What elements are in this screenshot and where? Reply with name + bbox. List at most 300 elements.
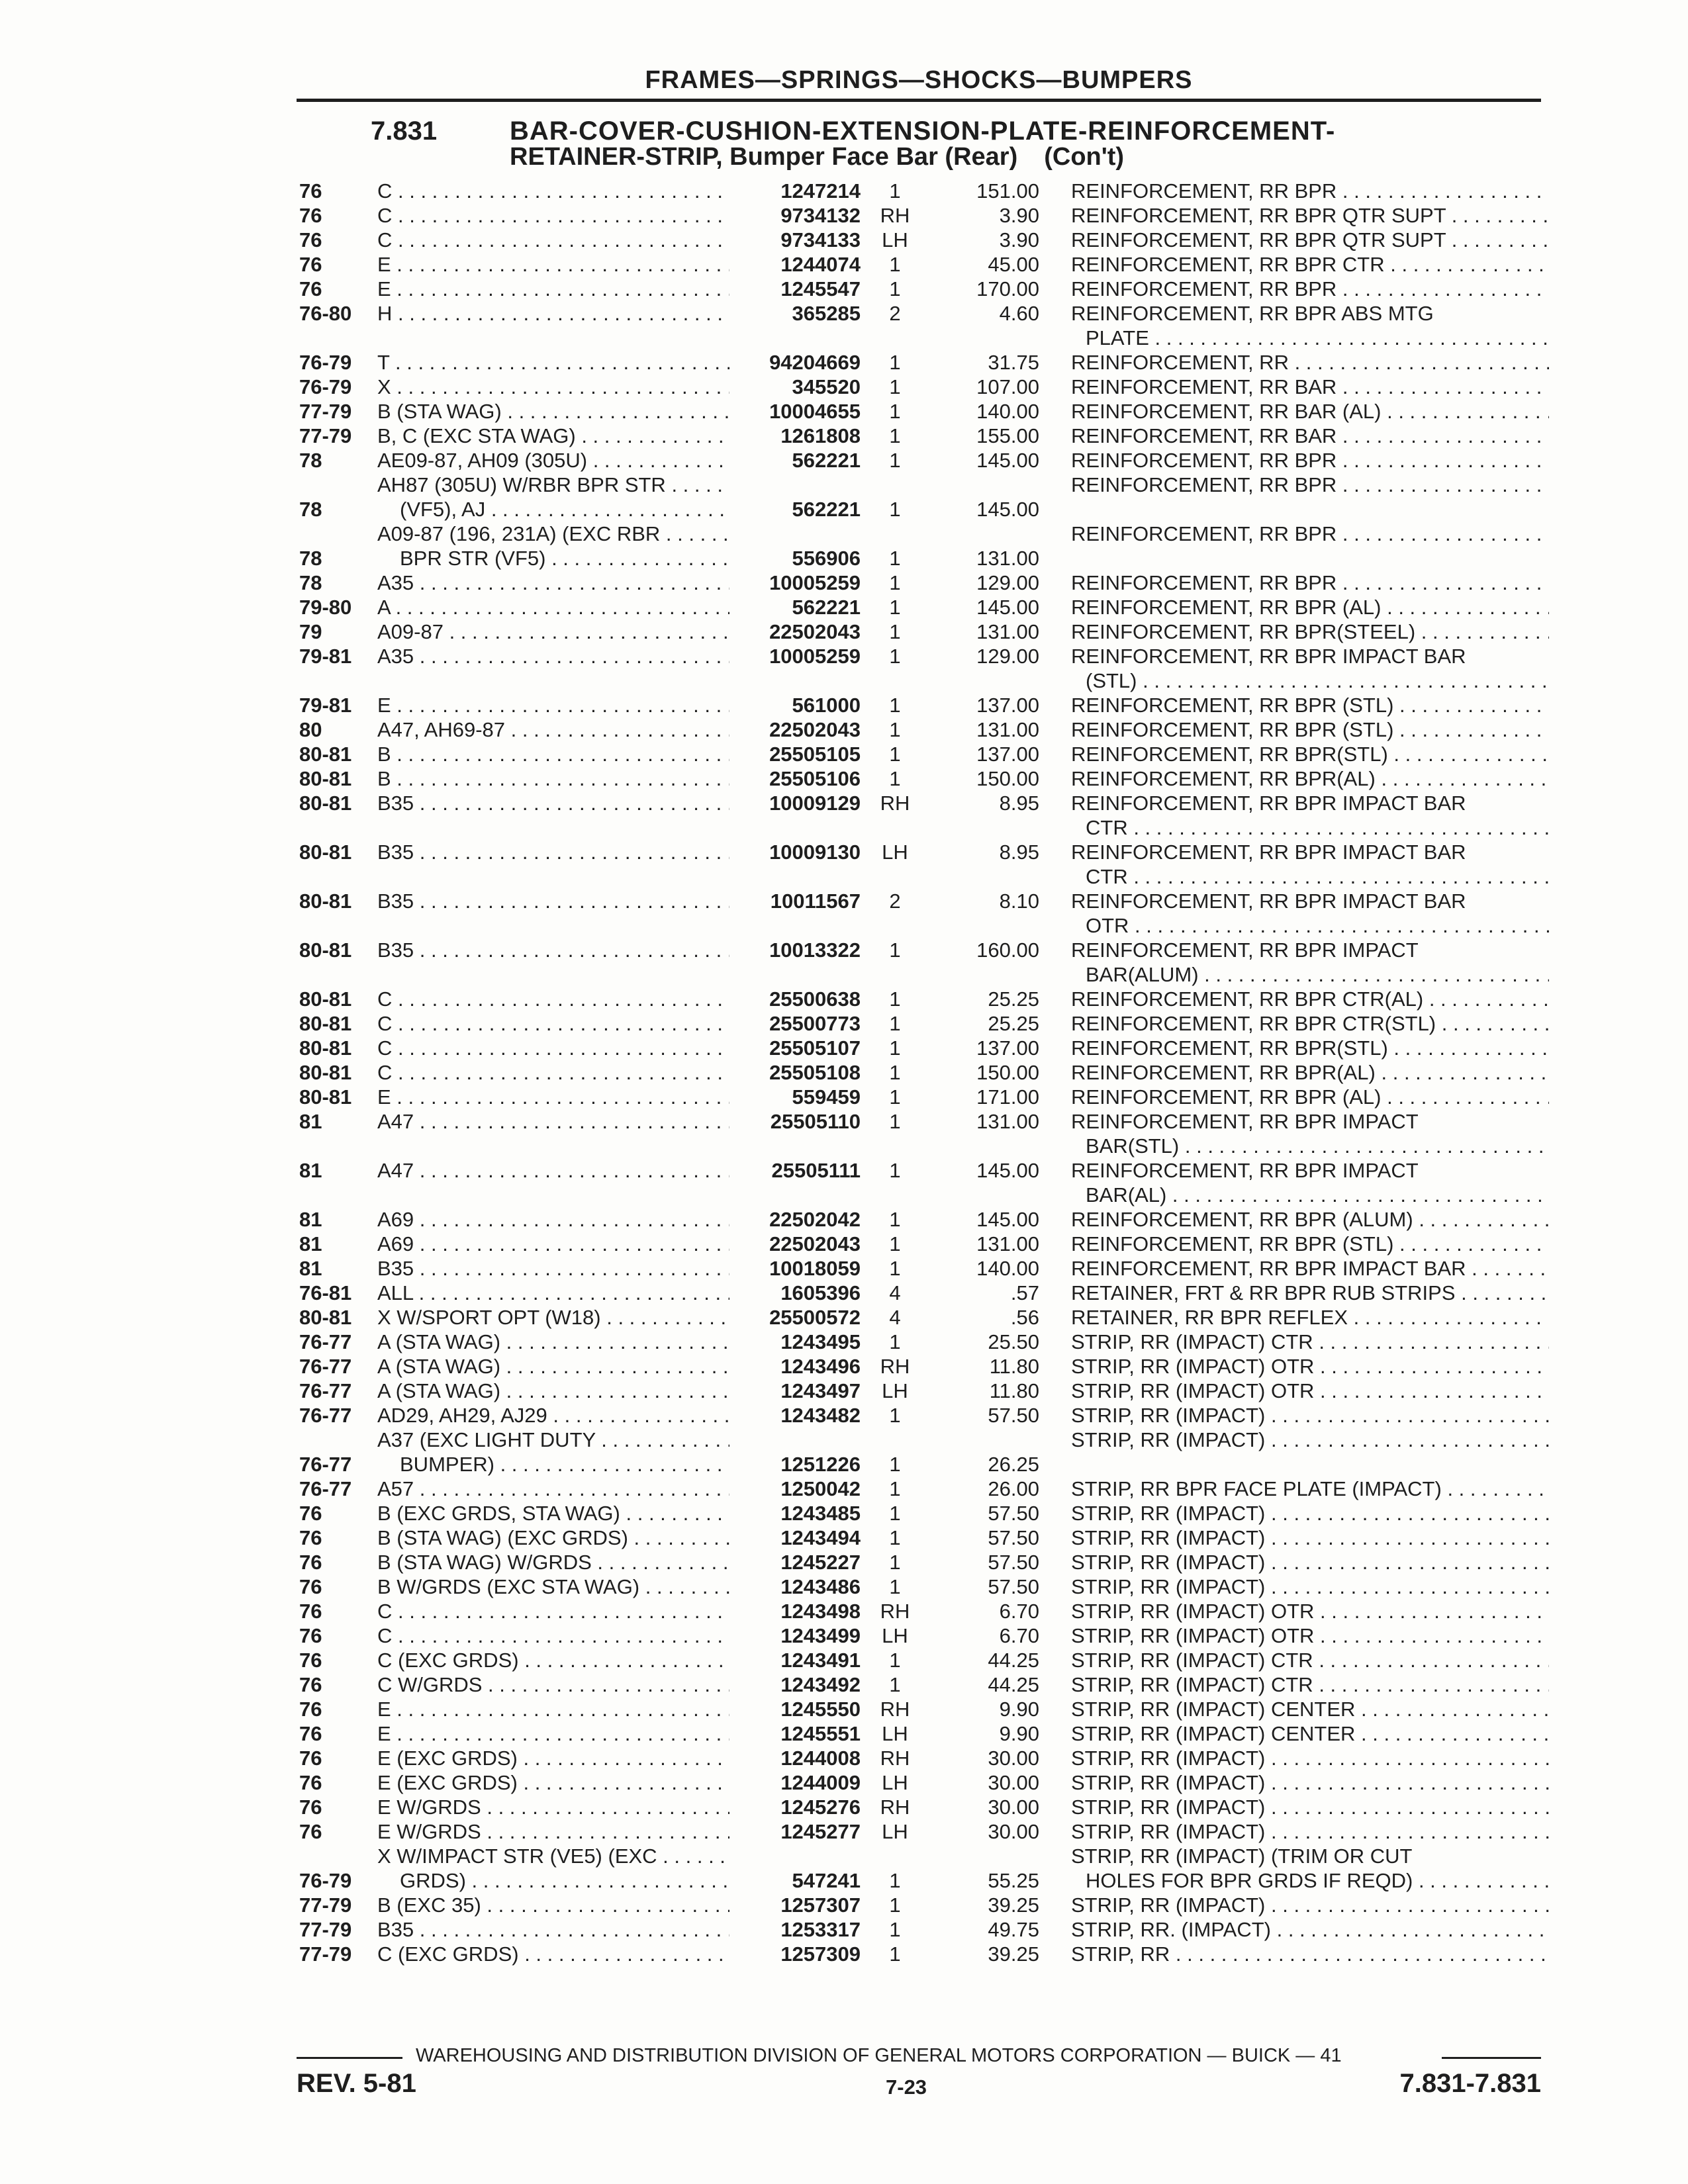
- row-model-line2-text: (VF5), AJ: [400, 498, 486, 521]
- row-description-line1: [1071, 1428, 1549, 1452]
- row-description-line1-text: REINFORCEMENT, RR BAR: [1071, 424, 1337, 447]
- row-model-line1: [377, 228, 729, 252]
- row-description-line1: [1071, 1942, 1549, 1966]
- row-model: [377, 375, 729, 399]
- row-model-line1: [377, 1428, 729, 1452]
- row-year: 78: [299, 498, 322, 521]
- parts-row: [0, 791, 1688, 840]
- row-description-line1-text: REINFORCEMENT, RR BPR IMPACT BAR: [1071, 645, 1466, 668]
- row-year: 81: [299, 1232, 322, 1255]
- row-model-line1: [377, 203, 729, 228]
- row-year: 76: [299, 253, 322, 276]
- row-year: 76: [299, 204, 322, 227]
- row-model: [377, 766, 729, 791]
- row-description-line1-text: STRIP, RR (IMPACT) (TRIM OR CUT: [1071, 1844, 1413, 1868]
- row-price: 57.50: [988, 1526, 1039, 1549]
- row-price: 26.00: [988, 1477, 1039, 1500]
- row-price: 6.70: [999, 1624, 1039, 1647]
- row-description-line2-text: CTR: [1086, 816, 1128, 839]
- row-model-line1: [377, 1011, 729, 1036]
- row-description: [1071, 1574, 1549, 1599]
- row-year: 76: [299, 228, 322, 251]
- row-part-number: 1243486: [780, 1575, 861, 1598]
- row-part-number: 1243485: [780, 1502, 861, 1525]
- row-description-line1-text: REINFORCEMENT, RR BPR QTR SUPT: [1071, 228, 1446, 251]
- row-description-line1-text: REINFORCEMENT, RR BPR: [1071, 179, 1337, 203]
- row-part-number: 25505110: [770, 1110, 861, 1133]
- row-description-line1-text: STRIP, RR (IMPACT) OTR: [1071, 1600, 1315, 1623]
- row-part-number: 562221: [792, 596, 861, 619]
- parts-row: [0, 570, 1688, 595]
- parts-row: [0, 522, 1688, 570]
- row-description-line1-text: STRIP, RR (IMPACT) OTR: [1071, 1355, 1315, 1378]
- row-model-line1: [377, 399, 729, 424]
- row-description-line1-text: STRIP, RR (IMPACT) OTR: [1071, 1379, 1315, 1402]
- row-model-line1: [377, 938, 729, 962]
- row-description-line1: [1071, 1158, 1549, 1183]
- row-model-line1-text: B W/GRDS (EXC STA WAG): [377, 1575, 640, 1598]
- row-year: 76-77: [299, 1355, 352, 1378]
- row-description-line1: [1071, 448, 1549, 473]
- row-year: 80-81: [299, 889, 352, 913]
- row-model-line1: [377, 1599, 729, 1623]
- row-price: 55.25: [988, 1869, 1039, 1892]
- row-description-line1-text: STRIP, RR (IMPACT): [1071, 1796, 1266, 1819]
- row-model: [377, 619, 729, 644]
- section-heading: [371, 116, 1575, 171]
- row-year: 76: [299, 1624, 322, 1647]
- row-part-number: 10013322: [769, 938, 861, 962]
- row-quantity: 2: [889, 302, 901, 325]
- row-model-line1-text: X: [377, 375, 391, 398]
- row-description-line1-text: STRIP, RR (IMPACT): [1071, 1551, 1266, 1574]
- row-year: 76: [299, 1600, 322, 1623]
- row-description-line2-text: BAR(ALUM): [1086, 963, 1199, 986]
- row-year: 76-77: [299, 1453, 352, 1476]
- row-model-line1: [377, 277, 729, 301]
- row-description-line1-text: REINFORCEMENT, RR BPR (AL): [1071, 1085, 1382, 1109]
- row-description-line2: [1071, 1868, 1549, 1893]
- row-quantity: 2: [889, 889, 901, 913]
- parts-row: [0, 987, 1688, 1011]
- row-year: 80-81: [299, 767, 352, 790]
- row-quantity: 1: [889, 1649, 901, 1672]
- parts-row: [0, 1158, 1688, 1207]
- row-model-line1: [377, 375, 729, 399]
- row-quantity: 1: [889, 449, 901, 472]
- row-year: 76: [299, 1820, 322, 1843]
- row-description-line1: [1071, 350, 1549, 375]
- row-year: 79: [299, 620, 322, 643]
- parts-row: [0, 1036, 1688, 1060]
- row-model-line1: [377, 1819, 729, 1844]
- row-description-line1: [1071, 522, 1549, 546]
- row-price: 57.50: [988, 1502, 1039, 1525]
- row-description-line1: [1071, 1109, 1549, 1134]
- row-description: [1071, 791, 1549, 840]
- row-model-line1: [377, 742, 729, 766]
- row-year: 76-79: [299, 351, 352, 374]
- row-description: [1071, 1379, 1549, 1403]
- row-part-number: 1257307: [780, 1893, 861, 1917]
- row-model-line1: [377, 1036, 729, 1060]
- row-price: 45.00: [988, 253, 1039, 276]
- row-quantity: 1: [889, 1061, 901, 1084]
- row-model-line1: [377, 644, 729, 668]
- row-description-line1: [1071, 1795, 1549, 1819]
- row-description-line1-text: REINFORCEMENT, RR BPR (STL): [1071, 718, 1394, 741]
- row-year: 78: [299, 449, 322, 472]
- parts-row: [0, 375, 1688, 399]
- row-description-line1-text: STRIP, RR (IMPACT): [1071, 1404, 1266, 1427]
- row-year: 76: [299, 1649, 322, 1672]
- row-model: [377, 424, 729, 448]
- row-description-line1-text: REINFORCEMENT, RR BPR CTR(AL): [1071, 987, 1424, 1011]
- row-part-number: 10009129: [769, 792, 861, 815]
- row-description-line1-text: REINFORCEMENT, RR BPR: [1071, 473, 1337, 496]
- row-quantity: 1: [889, 571, 901, 594]
- row-model-line1-text: E: [377, 277, 391, 300]
- row-description: [1071, 1158, 1549, 1207]
- row-description: [1071, 1060, 1549, 1085]
- section-number: 7.831: [371, 116, 438, 146]
- row-model-line1: [377, 1379, 729, 1403]
- row-model-line1: [377, 1158, 729, 1183]
- row-description: [1071, 889, 1549, 938]
- row-model-line2: [377, 1452, 729, 1477]
- row-model-line1-text: A35: [377, 645, 414, 668]
- parts-row: [0, 1746, 1688, 1770]
- row-model: [377, 1158, 729, 1183]
- parts-row: [0, 889, 1688, 938]
- row-price: 30.00: [988, 1747, 1039, 1770]
- row-description-line1-text: REINFORCEMENT, RR BPR(STL): [1071, 1036, 1388, 1060]
- row-description: [1071, 595, 1549, 619]
- row-description-line2: [1071, 962, 1549, 987]
- row-quantity: 1: [889, 1918, 901, 1941]
- row-part-number: 1257309: [780, 1942, 861, 1966]
- row-model-line1: [377, 473, 729, 497]
- row-model-line1: [377, 1697, 729, 1721]
- row-quantity: LH: [882, 841, 908, 864]
- row-model-line1-text: A35: [377, 571, 414, 594]
- parts-row: [0, 1893, 1688, 1917]
- row-year: 79-81: [299, 694, 352, 717]
- row-price: 4.60: [999, 302, 1039, 325]
- row-model: [377, 1403, 729, 1428]
- row-year: 80-81: [299, 792, 352, 815]
- row-description-line1: [1071, 1207, 1549, 1232]
- row-price: 6.70: [999, 1600, 1039, 1623]
- row-model-line1-text: A37 (EXC LIGHT DUTY: [377, 1428, 596, 1451]
- row-description-line1-text: STRIP, RR (IMPACT): [1071, 1747, 1266, 1770]
- row-description-line1: [1071, 766, 1549, 791]
- row-year: 79-81: [299, 645, 352, 668]
- row-model: [377, 1550, 729, 1574]
- row-quantity: 1: [889, 767, 901, 790]
- row-description-line1-text: REINFORCEMENT, RR BPR ABS MTG: [1071, 302, 1434, 325]
- row-price: 170.00: [976, 277, 1039, 300]
- row-description-line1: [1071, 252, 1549, 277]
- row-model: [377, 1942, 729, 1966]
- row-model: [377, 1281, 729, 1305]
- row-model: [377, 1574, 729, 1599]
- row-model-line2-text: GRDS): [400, 1869, 466, 1892]
- row-model: [377, 1893, 729, 1917]
- row-description: [1071, 1085, 1549, 1109]
- row-price: 9.90: [999, 1722, 1039, 1745]
- parts-row: [0, 1844, 1688, 1893]
- row-model: [377, 1305, 729, 1330]
- row-year: 76: [299, 1722, 322, 1745]
- section-title-line2-text: RETAINER-STRIP, Bumper Face Bar (Rear): [510, 143, 1018, 171]
- parts-row: [0, 1232, 1688, 1256]
- row-model-line1-text: C: [377, 1600, 393, 1623]
- row-description-line1-text: STRIP, RR (IMPACT) CENTER: [1071, 1698, 1356, 1721]
- row-description: [1071, 570, 1549, 595]
- row-model-line1-text: E W/GRDS: [377, 1820, 481, 1843]
- row-model-line1: [377, 1109, 729, 1134]
- row-description-line1: [1071, 570, 1549, 595]
- parts-row: [0, 1305, 1688, 1330]
- row-part-number: 1244074: [780, 253, 861, 276]
- row-model-line1: [377, 987, 729, 1011]
- row-price: 39.25: [988, 1942, 1039, 1966]
- row-model-line1: [377, 1232, 729, 1256]
- row-description-line1: [1071, 1721, 1549, 1746]
- row-description-line1-text: STRIP, RR: [1071, 1942, 1170, 1966]
- row-model-line1: [377, 1281, 729, 1305]
- row-description-line1: [1071, 1305, 1549, 1330]
- row-year: 76-79: [299, 1869, 352, 1892]
- parts-row: [0, 619, 1688, 644]
- row-description: [1071, 1232, 1549, 1256]
- row-quantity: 1: [889, 1575, 901, 1598]
- row-year: 79-80: [299, 596, 352, 619]
- footer-rule-left: [297, 2057, 402, 2059]
- parts-row: [0, 179, 1688, 203]
- row-description-line1-text: REINFORCEMENT, RR BPR (ALUM): [1071, 1208, 1413, 1231]
- parts-row: [0, 1109, 1688, 1158]
- row-description-line1: [1071, 1060, 1549, 1085]
- row-model-line1: [377, 595, 729, 619]
- row-year: 78: [299, 547, 322, 570]
- row-description-line1-text: STRIP, RR (IMPACT): [1071, 1820, 1266, 1843]
- row-description-line1-text: REINFORCEMENT, RR BPR(STEEL): [1071, 620, 1416, 643]
- parts-row: [0, 277, 1688, 301]
- row-model: [377, 252, 729, 277]
- row-quantity: 1: [889, 547, 901, 570]
- parts-row: [0, 1256, 1688, 1281]
- row-model-line1-text: B: [377, 743, 391, 766]
- row-model-line1: [377, 1893, 729, 1917]
- row-description-line1: [1071, 693, 1549, 717]
- row-price: 30.00: [988, 1820, 1039, 1843]
- row-description-line2: [1071, 864, 1549, 889]
- row-price: 171.00: [976, 1085, 1039, 1109]
- row-description-line1-text: STRIP, RR (IMPACT) OTR: [1071, 1624, 1315, 1647]
- row-description-line2-text: OTR: [1086, 914, 1129, 937]
- row-model: [377, 1721, 729, 1746]
- row-part-number: 1253317: [780, 1918, 861, 1941]
- row-model-line1-text: ALL: [377, 1281, 414, 1304]
- row-part-number: 1250042: [780, 1477, 861, 1500]
- row-model-line1: [377, 1085, 729, 1109]
- row-price: 8.10: [999, 889, 1039, 913]
- row-price: 140.00: [976, 1257, 1039, 1280]
- row-description: [1071, 179, 1549, 203]
- row-model-line1: [377, 448, 729, 473]
- row-description: [1071, 1942, 1549, 1966]
- row-model-line1: [377, 1746, 729, 1770]
- row-description: [1071, 1256, 1549, 1281]
- parts-row: [0, 252, 1688, 277]
- row-model-line1-text: C W/GRDS: [377, 1673, 483, 1696]
- row-quantity: 1: [889, 1673, 901, 1696]
- row-year: 81: [299, 1159, 322, 1182]
- row-model-line1: [377, 1207, 729, 1232]
- row-description-line1: [1071, 840, 1549, 864]
- row-description-line1: [1071, 595, 1549, 619]
- row-model-line1-text: E W/GRDS: [377, 1796, 481, 1819]
- row-model-line1-text: C: [377, 204, 393, 227]
- row-description-line1-text: REINFORCEMENT, RR BPR QTR SUPT: [1071, 204, 1446, 227]
- row-part-number: 1243498: [780, 1600, 861, 1623]
- row-model-line1: [377, 1648, 729, 1672]
- parts-row: [0, 1648, 1688, 1672]
- row-quantity: 1: [889, 694, 901, 717]
- row-description: [1071, 1623, 1549, 1648]
- row-description-line1-text: REINFORCEMENT, RR BPR IMPACT BAR: [1071, 1257, 1466, 1280]
- row-part-number: 1243497: [780, 1379, 861, 1402]
- row-quantity: 1: [889, 987, 901, 1011]
- row-description: [1071, 375, 1549, 399]
- row-quantity: 1: [889, 938, 901, 962]
- row-description-line1-text: STRIP, RR (IMPACT): [1071, 1428, 1266, 1451]
- row-part-number: 1243494: [780, 1526, 861, 1549]
- row-model-line1: [377, 693, 729, 717]
- row-model-line1-text: B35: [377, 1257, 414, 1280]
- row-model: [377, 448, 729, 473]
- row-description-line1-text: STRIP, RR BPR FACE PLATE (IMPACT): [1071, 1477, 1442, 1500]
- page-header-title: FRAMES—SPRINGS—SHOCKS—BUMPERS: [645, 66, 1193, 94]
- row-description-line1: [1071, 717, 1549, 742]
- row-model-line1: [377, 1330, 729, 1354]
- row-description-line1: [1071, 1085, 1549, 1109]
- row-description-line1: [1071, 1770, 1549, 1795]
- row-model: [377, 1672, 729, 1697]
- row-description: [1071, 1525, 1549, 1550]
- row-part-number: 10004655: [769, 400, 861, 423]
- parts-row: [0, 766, 1688, 791]
- row-price: 145.00: [976, 596, 1039, 619]
- row-model: [377, 1795, 729, 1819]
- parts-row: [0, 1060, 1688, 1085]
- row-quantity: 1: [889, 1159, 901, 1182]
- row-part-number: 1243499: [780, 1624, 861, 1647]
- row-description: [1071, 1721, 1549, 1746]
- row-quantity: 1: [889, 1502, 901, 1525]
- row-year: 77-79: [299, 400, 352, 423]
- row-model-line1-text: C: [377, 987, 393, 1011]
- row-description: [1071, 1109, 1549, 1158]
- row-description-line1-text: REINFORCEMENT, RR BPR: [1071, 449, 1337, 472]
- row-model: [377, 1232, 729, 1256]
- row-description-line2: [1071, 815, 1549, 840]
- row-part-number: 25500638: [769, 987, 861, 1011]
- row-model-line1-text: E: [377, 1085, 391, 1109]
- parts-row: [0, 1085, 1688, 1109]
- row-description-line1: [1071, 228, 1549, 252]
- row-model-line1: [377, 1721, 729, 1746]
- row-part-number: 1245550: [780, 1698, 861, 1721]
- parts-row: [0, 1721, 1688, 1746]
- row-model-line1: [377, 1795, 729, 1819]
- row-year: 76: [299, 1575, 322, 1598]
- row-model-line1: [377, 179, 729, 203]
- row-quantity: RH: [880, 1796, 910, 1819]
- row-quantity: 1: [889, 620, 901, 643]
- row-description: [1071, 228, 1549, 252]
- row-quantity: LH: [882, 1624, 908, 1647]
- row-description-line1-text: STRIP, RR (IMPACT) CTR: [1071, 1330, 1313, 1353]
- row-part-number: 10005259: [769, 571, 861, 594]
- row-part-number: 1243492: [780, 1673, 861, 1696]
- row-quantity: RH: [880, 1355, 910, 1378]
- row-description: [1071, 1477, 1549, 1501]
- parts-row: [0, 203, 1688, 228]
- row-model: [377, 889, 729, 913]
- row-description: [1071, 1281, 1549, 1305]
- row-price: 57.50: [988, 1551, 1039, 1574]
- row-description: [1071, 1305, 1549, 1330]
- row-model-line2: [377, 1868, 729, 1893]
- page-header: [297, 64, 1541, 102]
- row-description-line1-text: STRIP, RR (IMPACT): [1071, 1771, 1266, 1794]
- row-quantity: LH: [882, 1820, 908, 1843]
- row-description: [1071, 1011, 1549, 1036]
- row-model: [377, 1207, 729, 1232]
- row-part-number: 1251226: [780, 1453, 861, 1476]
- row-model-line1: [377, 1060, 729, 1085]
- row-year: 80-81: [299, 743, 352, 766]
- row-model-line1-text: A09-87: [377, 620, 444, 643]
- row-description: [1071, 1844, 1549, 1893]
- row-model-line1-text: B35: [377, 792, 414, 815]
- parts-row: [0, 1281, 1688, 1305]
- row-model-line1-text: B35: [377, 1918, 414, 1941]
- row-model-line1-text: C: [377, 1061, 393, 1084]
- row-description-line1: [1071, 1623, 1549, 1648]
- row-price: 131.00: [976, 1232, 1039, 1255]
- row-description-line2: [1071, 1183, 1549, 1207]
- row-description-line1: [1071, 1354, 1549, 1379]
- row-part-number: 25505108: [769, 1061, 861, 1084]
- row-model: [377, 987, 729, 1011]
- row-description-line1: [1071, 1379, 1549, 1403]
- page-footer: [297, 2037, 1541, 2110]
- row-part-number: 1245227: [780, 1551, 861, 1574]
- row-quantity: 1: [889, 277, 901, 300]
- row-model: [377, 1648, 729, 1672]
- row-model-line1: [377, 1550, 729, 1574]
- row-model-line1-text: C (EXC GRDS): [377, 1649, 519, 1672]
- row-price: 57.50: [988, 1575, 1039, 1598]
- row-price: 107.00: [976, 375, 1039, 398]
- row-year: 81: [299, 1257, 322, 1280]
- row-part-number: 1245276: [780, 1796, 861, 1819]
- row-model-line2: [377, 546, 729, 570]
